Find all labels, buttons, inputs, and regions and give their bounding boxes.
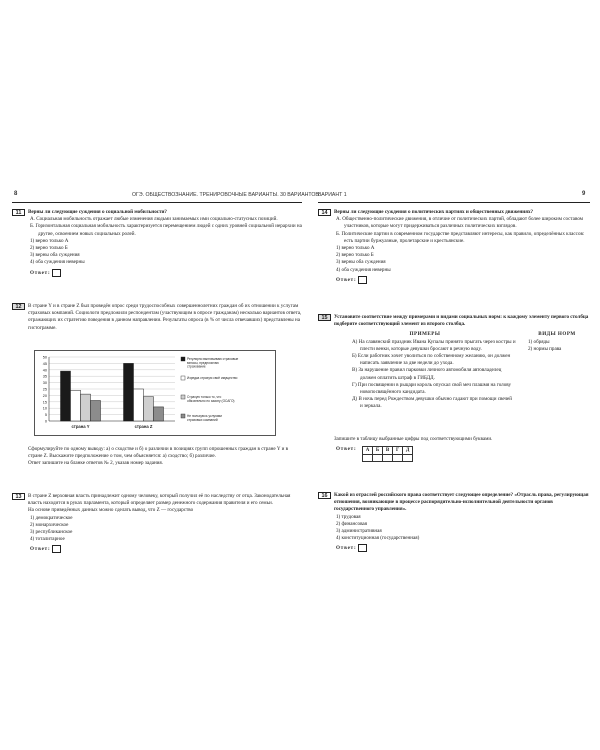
answer-box[interactable] bbox=[52, 545, 61, 553]
table-header-cell: Д bbox=[403, 446, 413, 454]
right-running-title: ВАРИАНТ 1 bbox=[318, 192, 347, 198]
bar bbox=[124, 363, 134, 421]
bar bbox=[154, 407, 164, 421]
question-stem: Установите соответствие между примерами и видами социальных норм: к каждому элементу первого столбца подберите соответствующий элемент из второго столбца. bbox=[334, 314, 589, 328]
legend-swatch bbox=[181, 376, 185, 380]
question-14 bbox=[318, 209, 590, 284]
option: 4) оба суждения неверны bbox=[336, 266, 391, 273]
statement-b: Б. Горизонтальная социальная мобильность характеризуется перемещением людей с одних уровней социальной иерархии на другие, освоением новых социальных ролей. bbox=[30, 223, 302, 237]
answer-box[interactable] bbox=[358, 544, 367, 552]
y-tick-label: 40 bbox=[42, 368, 47, 373]
bar bbox=[91, 401, 101, 421]
question-number: 16 bbox=[318, 492, 331, 499]
option: 2) финансовая bbox=[336, 520, 368, 527]
legend-entry: Изредка страхую своё имущество bbox=[187, 376, 238, 380]
kind-option: 2) нормы права bbox=[528, 345, 562, 352]
examples-header: ПРИМЕРЫ bbox=[409, 331, 441, 338]
question-16 bbox=[318, 492, 590, 553]
legend-swatch bbox=[181, 395, 185, 399]
write-instruction: Запишите в таблицу выбранные цифры под соответствующими буквами. bbox=[334, 436, 493, 443]
left-page-number: 8 bbox=[14, 191, 18, 197]
option: 4) оба суждения неверны bbox=[30, 259, 85, 266]
bar bbox=[61, 371, 71, 421]
legend-entry: Страхую только то, что обязательно по закону (ОСАГО) bbox=[187, 395, 235, 403]
question-stem: Какой из отраслей российского права соответствует следующее определение? «Отрасль права, регулирующая отношения, возникающие в процессе распорядительно-исполнительной деятельности органов государственного управления». bbox=[334, 492, 589, 513]
bar bbox=[71, 390, 81, 421]
question-15 bbox=[318, 314, 590, 462]
matching-columns bbox=[318, 331, 590, 436]
conclusion-task: Сформулируйте по одному выводу: а) о сходстве и б) о различии в позициях групп опрошенных граждан в стране Y и в стране Z. Выскажите предположение о том, чем объясняется: а) сходство; б) различие. bbox=[28, 446, 289, 460]
question-text: В стране Z верховная власть принадлежит одному человеку, который получил её по наследству от отца. Законодательная власть находится в руках парламента, который определяет размер денежного содержания правителя и его семьи. bbox=[28, 493, 291, 507]
question-number: 12 bbox=[12, 303, 25, 310]
table-answer-cell[interactable] bbox=[383, 454, 393, 461]
question-number: 15 bbox=[318, 314, 331, 321]
y-tick-label: 10 bbox=[42, 406, 47, 411]
bar bbox=[134, 389, 144, 421]
y-tick-label: 35 bbox=[42, 374, 47, 379]
answer-label: Ответ: bbox=[30, 269, 51, 276]
right-page-number: 9 bbox=[582, 191, 586, 197]
option: 4) тоталитарное bbox=[30, 536, 65, 543]
answer-table bbox=[362, 446, 413, 462]
example-c: В) За нарушение правил парковки личного автомобиля автовладелец должен оплатить штраф в ГИБДД. bbox=[352, 367, 502, 381]
option: 1) демократическое bbox=[30, 514, 73, 521]
y-tick-label: 25 bbox=[42, 387, 47, 392]
examples-column bbox=[334, 331, 516, 410]
answer-row bbox=[30, 269, 302, 277]
question-number: 11 bbox=[12, 209, 25, 216]
answer-label: Ответ: bbox=[30, 546, 51, 553]
answer-label: Ответ: bbox=[336, 445, 357, 452]
statement-a: А. Общественно-политические движения, в отличие от политических партий, обладают более широким составом участников, которые могут придерживаться различных политических взглядов. bbox=[336, 216, 583, 230]
question-number: 14 bbox=[318, 209, 331, 216]
y-tick-label: 15 bbox=[42, 400, 47, 405]
option: 2) монархическое bbox=[30, 521, 69, 528]
option: 2) верно только Б bbox=[30, 245, 68, 252]
table-header-cell: А bbox=[363, 446, 373, 454]
table-answer-cell[interactable] bbox=[363, 454, 373, 461]
question-12-continued bbox=[12, 446, 302, 468]
answer-note: Ответ запишите на бланке ответов № 2, указав номер задания. bbox=[28, 460, 164, 467]
option: 1) верно только А bbox=[336, 245, 375, 252]
answer-box[interactable] bbox=[358, 276, 367, 284]
table-answer-cell[interactable] bbox=[403, 454, 413, 461]
legend-entry: Не пользуюсь услугами страховых компаний bbox=[187, 414, 222, 422]
table-header-cell: Г bbox=[393, 446, 403, 454]
kinds-header: ВИДЫ НОРМ bbox=[538, 331, 576, 338]
legend-swatch bbox=[181, 414, 185, 418]
legend-entry: Регулярно выплачиваю страховые взносы, предпочитаю страхование bbox=[187, 357, 239, 369]
option: 4) конституционная (государственная) bbox=[336, 535, 420, 542]
question-number: 13 bbox=[12, 493, 25, 500]
left-running-title: ОГЭ. ОБЩЕСТВОЗНАНИЕ. ТРЕНИРОВОЧНЫЕ ВАРИАНТЫ. 30 ВАРИАНТОВ bbox=[132, 192, 319, 198]
bar bbox=[144, 397, 154, 421]
table-header-cell: В bbox=[383, 446, 393, 454]
statement-a: А. Социальная мобильность отражает любые изменения людьми занимаемых ими социально-статусных позиций. bbox=[30, 216, 278, 223]
survey-chart bbox=[34, 350, 276, 436]
question-13 bbox=[12, 493, 302, 554]
example-a: А) На славянский праздник Ивана Купалы принято прыгать через костры и плести венки, которые девушки бросают в речную воду. bbox=[352, 338, 516, 352]
option: 2) верно только Б bbox=[336, 252, 374, 259]
option: 1) трудовая bbox=[336, 513, 361, 520]
option: 3) верны оба суждения bbox=[336, 259, 386, 266]
question-prompt: На основе приведённых данных можно сделать вывод, что Z — государство bbox=[28, 507, 194, 514]
answer-row bbox=[336, 544, 590, 552]
question-12 bbox=[12, 303, 302, 332]
left-header-rule bbox=[12, 202, 302, 203]
table-header-cell: Б bbox=[373, 446, 383, 454]
answer-row bbox=[336, 446, 590, 462]
legend-swatch bbox=[181, 357, 185, 361]
kinds-column bbox=[524, 331, 590, 353]
x-category-label: страна Z bbox=[134, 424, 153, 429]
option: 3) республиканское bbox=[30, 529, 73, 536]
right-header-rule bbox=[318, 202, 590, 203]
y-tick-label: 30 bbox=[42, 381, 47, 386]
option: 3) верны оба суждения bbox=[30, 252, 80, 259]
answer-box[interactable] bbox=[52, 269, 61, 277]
y-tick-label: 0 bbox=[44, 419, 47, 424]
y-tick-label: 5 bbox=[44, 413, 47, 418]
y-tick-label: 20 bbox=[42, 393, 47, 398]
question-stem: Верны ли следующие суждения о политических партиях и общественных движениях? bbox=[334, 209, 534, 215]
table-answer-cell[interactable] bbox=[373, 454, 383, 461]
statement-b: Б. Политические партии в современном государстве представляют интересы, как правило, определённых классов: есть партии буржуазные, пролетарские и крестьянские. bbox=[336, 230, 585, 244]
y-tick-label: 50 bbox=[42, 355, 47, 360]
example-d: Г) При посвящении в рыцари король опускал свой меч плашмя на голову новопосвящённого кандидата. bbox=[352, 381, 512, 396]
question-11 bbox=[12, 209, 302, 277]
question-text: В стране Y и в стране Z был проведён опрос среди трудоспособных совершеннолетних граждан об их отношении к услугам страховых компаний. Социологи предложили респондентам (участвующим в опросе гражданам) несколько вариантов ответа, отражающих их стратегию поведения в данном направлении. Результаты опроса (в % от числа отвечавших) представлены на гистограмме. bbox=[28, 303, 302, 331]
example-b: Б) Если работник хочет уволиться по собственному желанию, он должен написать заявление за две недели до ухода. bbox=[352, 353, 511, 367]
option: 1) верно только А bbox=[30, 237, 69, 244]
kind-option: 1) обряды bbox=[528, 338, 550, 345]
question-stem: Верны ли следующие суждения о социальной мобильности? bbox=[28, 209, 167, 215]
x-category-label: страна Y bbox=[71, 424, 90, 429]
answer-label: Ответ: bbox=[336, 277, 357, 283]
option: 3) административная bbox=[336, 528, 382, 535]
bar bbox=[81, 394, 91, 421]
y-tick-label: 45 bbox=[42, 361, 47, 366]
answer-label: Ответ: bbox=[336, 545, 357, 552]
survey-bar-chart bbox=[35, 351, 275, 435]
answer-row bbox=[30, 545, 302, 553]
answer-row bbox=[336, 276, 590, 284]
table-answer-cell[interactable] bbox=[393, 454, 403, 461]
example-e: Д) В ночь перед Рождеством девушки обычно гадают при помощи свечей и зеркала. bbox=[352, 396, 513, 410]
